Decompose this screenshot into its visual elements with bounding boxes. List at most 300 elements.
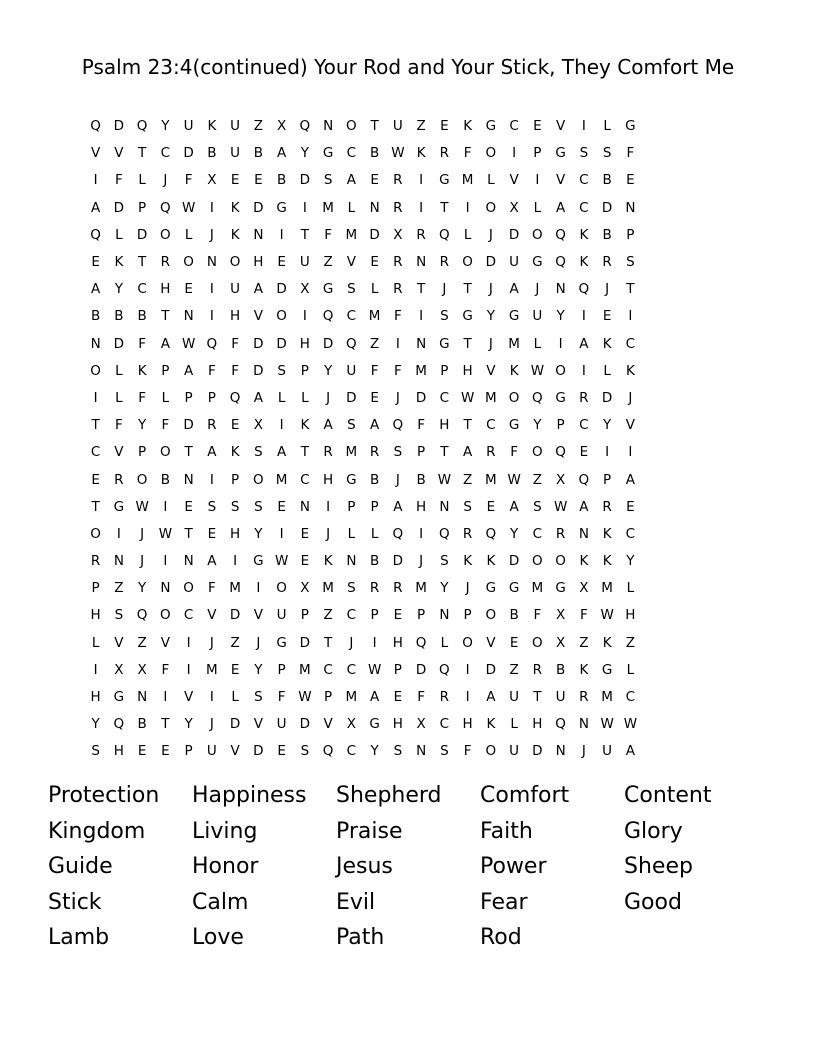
grid-letter: C [579,417,589,434]
grid-letter: Q [322,743,334,760]
word-list-item: Comfort [480,783,570,808]
grid-letter: N [253,226,264,243]
grid-letter: V [230,743,240,760]
grid-letter: R [393,254,403,271]
grid-letter: N [346,553,357,570]
grid-row [84,575,736,602]
grid-letter: G [462,308,473,325]
grid-letter: E [91,471,100,488]
grid-letter: S [602,145,612,162]
grid-letter: F [417,689,425,706]
grid-letter: V [323,716,333,733]
grid-letter: D [113,199,125,216]
grid-letter: V [207,607,217,624]
grid-letter: C [579,199,589,216]
grid-letter: P [138,444,147,461]
grid-letter: R [207,417,217,434]
grid-letter: P [463,607,472,624]
grid-letter: S [579,145,589,162]
grid-letter: F [417,417,425,434]
grid-letter: A [184,362,194,379]
grid-letter: P [440,362,449,379]
grid-letter: O [485,743,497,760]
grid-row [84,711,736,738]
grid-letter: P [417,607,426,624]
grid-letter: Y [184,716,193,733]
grid-letter: C [90,444,101,461]
grid-letter: Q [322,308,334,325]
grid-letter: G [485,118,497,135]
grid-letter: F [231,335,239,352]
grid-letter: C [183,607,194,624]
grid-letter: D [299,634,311,651]
grid-letter: C [346,661,357,678]
grid-letter: G [555,145,566,162]
grid-letter: X [277,118,287,135]
grid-letter: Q [555,254,566,271]
grid-letter: J [395,389,400,406]
grid-letter: R [555,525,566,542]
word-list-item: Love [192,925,244,951]
grid-letter: C [137,281,147,298]
word-list-item: Rod [480,925,522,951]
page-title: Psalm 23:4(continued) Your Rod and Your Stick, They Comfort Me [81,55,735,79]
grid-letter: T [440,199,449,216]
grid-letter: J [488,226,493,243]
grid-letter: A [579,335,589,352]
grid-letter: K [137,362,147,379]
grid-letter: Q [136,118,148,135]
grid-letter: N [206,254,217,271]
grid-letter: G [322,281,334,298]
grid-row [84,222,736,249]
grid-letter: Z [323,607,333,624]
grid-letter: Z [416,118,426,135]
grid-letter: D [322,335,334,352]
grid-letter: U [509,689,520,706]
grid-letter: G [485,580,497,597]
grid-letter: T [91,498,100,515]
grid-letter: C [439,716,450,733]
grid-letter: S [323,172,333,189]
grid-letter: J [581,743,586,760]
grid-letter: L [115,226,123,243]
grid-letter: T [626,281,635,298]
grid-letter: D [485,254,497,271]
grid-letter: Y [440,580,449,597]
grid-letter: V [114,145,124,162]
grid-letter: N [578,525,589,542]
grid-letter: E [440,118,449,135]
grid-letter: Q [229,389,241,406]
grid-letter: Q [555,226,566,243]
grid-letter: W [553,498,568,515]
grid-letter: E [207,525,217,542]
grid-letter: W [181,335,196,352]
grid-row [84,548,736,575]
grid-letter: X [346,716,356,733]
grid-letter: J [256,634,261,651]
grid-letter: X [207,172,217,189]
grid-letter: N [90,335,101,352]
grid-letter: O [532,444,543,461]
grid-letter: H [462,716,473,733]
grid-letter: Q [136,607,148,624]
grid-letter: C [625,689,636,706]
grid-letter: S [347,281,356,298]
grid-letter: U [230,118,241,135]
grid-letter: T [300,226,309,243]
grid-letter: H [230,308,241,325]
grid-letter: U [532,308,543,325]
grid-letter: Q [90,118,101,135]
grid-letter: F [463,743,472,760]
grid-letter: I [605,444,610,461]
grid-letter: O [462,254,473,271]
grid-letter: M [322,199,334,216]
grid-letter: Q [392,417,404,434]
grid-row [84,276,736,303]
grid-letter: P [161,362,170,379]
grid-letter: X [137,661,147,678]
grid-row [84,466,736,493]
grid-letter: L [347,525,356,542]
grid-letter: A [393,498,403,515]
grid-letter: T [463,281,472,298]
grid-letter: D [508,553,520,570]
grid-letter: I [233,553,238,570]
grid-letter: F [579,607,588,624]
grid-letter: M [345,689,358,706]
grid-letter: U [206,743,217,760]
grid-letter: U [230,281,241,298]
grid-letter: I [465,689,470,706]
grid-letter: M [345,444,358,461]
grid-letter: Q [160,199,171,216]
grid-letter: E [370,254,379,271]
grid-letter: O [90,362,101,379]
grid-letter: W [437,471,452,488]
grid-letter: J [488,335,493,352]
grid-letter: R [393,199,403,216]
grid-letter: K [579,553,589,570]
grid-letter: V [114,634,124,651]
grid-letter: A [160,335,170,352]
grid-letter: O [229,254,241,271]
grid-letter: M [461,172,474,189]
grid-letter: G [439,335,450,352]
grid-letter: L [487,172,495,189]
grid-letter: N [625,199,636,216]
grid-letter: L [115,389,123,406]
grid-letter: O [532,226,543,243]
grid-letter: E [161,743,170,760]
grid-letter: R [393,580,403,597]
grid-letter: I [209,308,214,325]
grid-row [84,385,736,412]
grid-letter: R [439,689,450,706]
grid-letter: F [510,444,518,461]
grid-letter: O [462,634,473,651]
grid-letter: Y [533,417,542,434]
grid-letter: M [601,580,613,597]
grid-letter: E [486,498,496,515]
grid-letter: F [370,362,379,379]
grid-letter: Q [578,471,590,488]
grid-letter: A [207,444,217,461]
grid-letter: X [300,580,310,597]
grid-row [84,331,736,358]
grid-letter: G [601,661,613,678]
grid-letter: S [254,689,263,706]
grid-letter: M [275,471,288,488]
grid-letter: H [230,525,241,542]
grid-letter: P [603,471,612,488]
grid-letter: M [368,308,381,325]
grid-letter: Y [138,417,147,434]
grid-letter: S [626,254,635,271]
grid-letter: A [277,145,287,162]
grid-letter: V [556,172,566,189]
grid-letter: Z [230,634,240,651]
grid-letter: J [326,389,331,406]
grid-letter: N [137,689,148,706]
grid-letter: B [416,471,426,488]
grid-letter: O [276,580,287,597]
grid-letter: L [626,661,635,678]
grid-letter: L [463,226,472,243]
grid-letter: O [508,389,520,406]
grid-letter: F [533,607,542,624]
grid-letter: R [114,471,124,488]
grid-letter: I [628,444,633,461]
grid-row [84,439,736,466]
grid-letter: P [370,607,379,624]
grid-letter: O [160,226,171,243]
word-list-item: Path [336,925,385,951]
grid-letter: H [253,254,264,271]
grid-letter: U [392,118,403,135]
grid-letter: O [346,118,357,135]
grid-letter: F [114,417,123,434]
grid-letter: R [532,661,543,678]
grid-letter: U [346,362,357,379]
grid-letter: G [532,254,543,271]
grid-letter: F [207,362,216,379]
grid-letter: Y [300,145,309,162]
grid-letter: K [602,553,612,570]
word-list-item: Praise [336,818,403,844]
grid-letter: H [392,716,403,733]
grid-letter: N [416,254,427,271]
grid-letter: I [302,308,307,325]
grid-letter: O [485,199,497,216]
grid-letter: I [256,580,261,597]
grid-letter: C [439,389,450,406]
grid-letter: P [393,661,402,678]
grid-letter: K [486,716,496,733]
grid-letter: K [579,226,589,243]
grid-letter: I [279,226,284,243]
grid-letter: J [605,281,610,298]
grid-letter: E [277,254,286,271]
grid-letter: C [486,417,496,434]
grid-letter: I [163,553,168,570]
grid-letter: V [486,634,496,651]
grid-letter: R [393,172,403,189]
grid-letter: E [626,172,635,189]
grid-letter: L [277,389,286,406]
grid-row [84,412,736,439]
grid-letter: M [345,226,358,243]
grid-letter: X [509,199,519,216]
grid-letter: C [346,607,357,624]
grid-letter: T [370,118,379,135]
grid-letter: J [349,634,354,651]
grid-row [84,358,736,385]
grid-letter: B [602,172,612,189]
grid-letter: U [555,689,566,706]
grid-letter: M [508,335,520,352]
grid-letter: D [485,661,497,678]
grid-letter: A [579,498,589,515]
grid-letter: W [298,689,312,706]
grid-letter: Q [206,335,218,352]
grid-letter: Y [370,743,379,760]
grid-letter: G [508,417,520,434]
grid-letter: W [391,145,405,162]
grid-letter: S [207,498,217,515]
grid-letter: W [158,525,173,542]
grid-letter: A [370,689,380,706]
grid-letter: K [486,553,496,570]
grid-letter: I [419,308,424,325]
grid-letter: J [209,716,214,733]
grid-letter: U [509,743,520,760]
grid-letter: O [253,471,264,488]
grid-letter: D [229,716,241,733]
grid-letter: M [322,580,334,597]
grid-letter: F [463,145,472,162]
word-list-item: Power [480,854,547,880]
grid-letter: O [136,471,148,488]
grid-letter: R [90,553,101,570]
grid-letter: O [183,580,194,597]
grid-letter: L [626,580,635,597]
grid-letter: H [90,689,101,706]
grid-letter: M [601,689,613,706]
grid-letter: E [393,689,403,706]
grid-letter: O [183,254,194,271]
grid-letter: B [276,172,287,189]
grid-letter: H [113,743,124,760]
grid-letter: K [230,226,240,243]
grid-letter: O [160,444,171,461]
grid-letter: O [90,525,101,542]
grid-letter: B [555,661,566,678]
grid-letter: E [579,444,589,461]
grid-letter: S [277,362,286,379]
word-list-item: Faith [480,818,533,844]
grid-letter: L [184,226,193,243]
grid-letter: P [184,389,193,406]
grid-letter: F [207,580,216,597]
grid-letter: G [113,498,125,515]
grid-letter: I [209,199,214,216]
grid-letter: C [300,471,310,488]
grid-letter: P [300,607,309,624]
grid-letter: Y [486,308,495,325]
grid-letter: X [556,634,566,651]
grid-letter: R [602,498,612,515]
grid-letter: D [229,607,241,624]
grid-letter: U [276,607,287,624]
grid-letter: Y [603,417,612,434]
grid-letter: X [556,607,566,624]
grid-letter: V [91,145,101,162]
grid-letter: A [486,689,496,706]
grid-letter: B [207,145,217,162]
grid-letter: P [231,471,240,488]
grid-letter: E [300,525,310,542]
grid-letter: D [415,661,427,678]
grid-letter: D [346,389,357,406]
grid-letter: K [579,254,589,271]
grid-letter: K [463,118,473,135]
grid-letter: R [486,444,496,461]
grid-letter: H [160,281,171,298]
grid-letter: Y [114,281,123,298]
grid-letter: F [138,389,146,406]
grid-letter: R [369,580,380,597]
grid-letter: P [533,145,542,162]
grid-letter: X [114,661,124,678]
grid-letter: B [90,308,101,325]
word-list-item: Fear [480,889,528,915]
grid-letter: H [323,471,334,488]
grid-letter: K [509,362,519,379]
grid-letter: P [324,689,333,706]
grid-letter: J [535,281,540,298]
grid-letter: Q [392,525,404,542]
grid-letter: F [138,335,146,352]
grid-letter: K [207,118,217,135]
grid-letter: Y [138,580,147,597]
grid-letter: E [230,661,240,678]
word-list-item: Content [624,783,712,808]
grid-letter: J [163,172,168,189]
grid-letter: R [369,444,380,461]
grid-letter: J [395,471,400,488]
grid-letter: K [230,444,240,461]
grid-letter: X [300,281,310,298]
grid-letter: Q [113,716,125,733]
grid-letter: G [276,199,287,216]
grid-letter: Y [556,308,565,325]
grid-letter: Q [555,444,566,461]
grid-letter: L [347,199,356,216]
grid-letter: W [530,362,545,379]
grid-letter: I [209,281,214,298]
grid-letter: C [579,172,589,189]
grid-letter: E [137,743,147,760]
grid-letter: G [369,716,380,733]
grid-row [84,494,736,521]
grid-letter: I [512,145,517,162]
grid-letter: S [230,498,240,515]
grid-letter: I [209,689,214,706]
grid-letter: H [462,362,473,379]
